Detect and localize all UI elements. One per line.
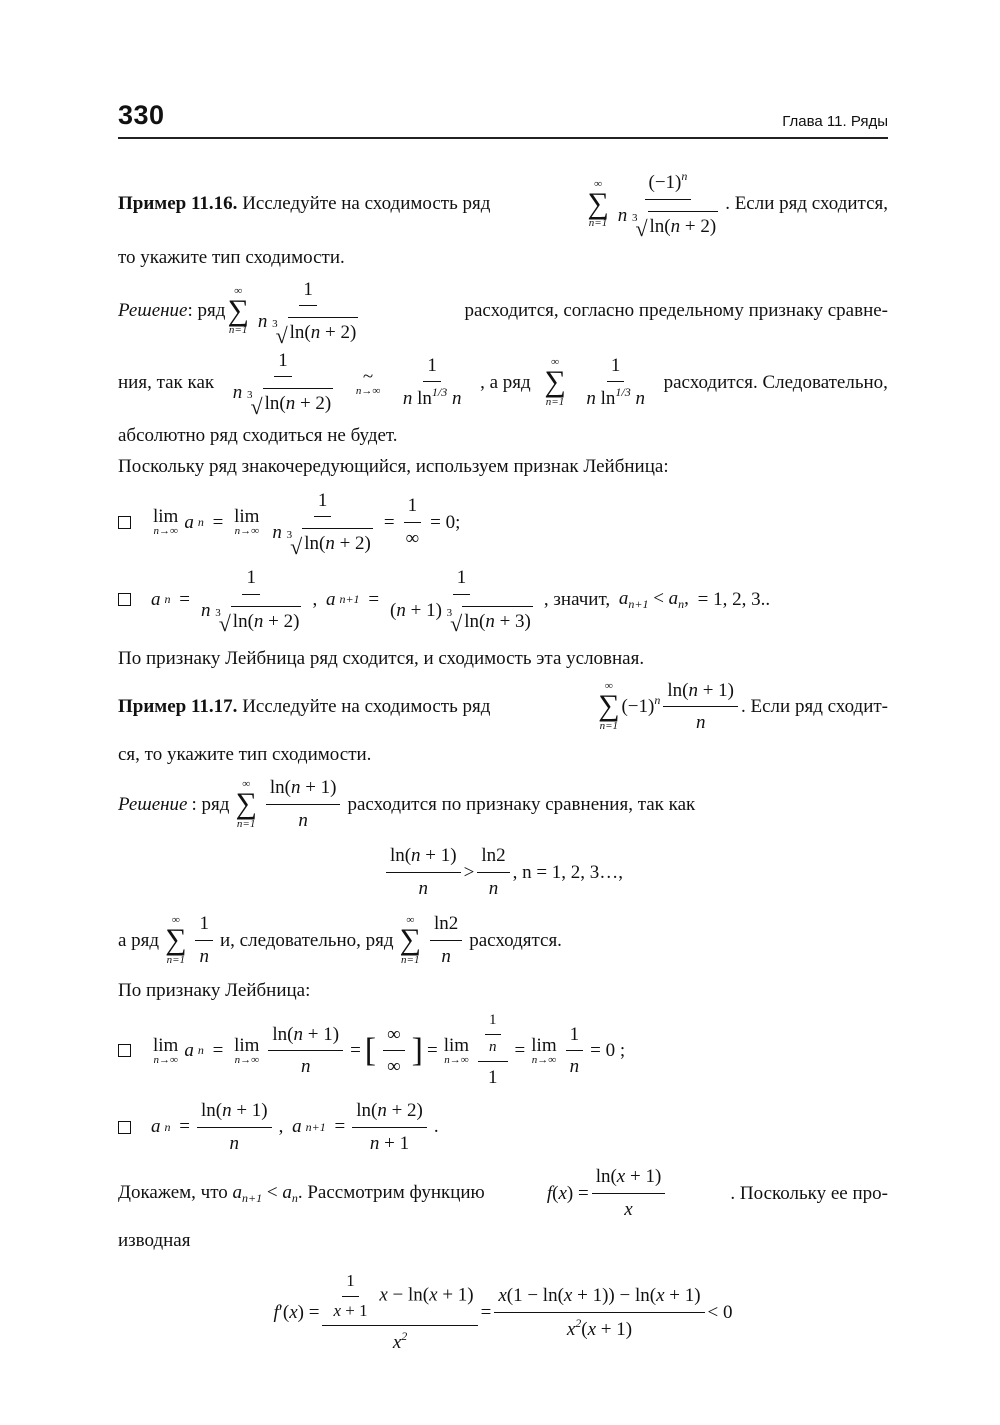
checkbox-bullet-icon: [118, 1121, 131, 1134]
solution-label: Решение: [118, 300, 188, 322]
example-16-label: Пример 11.16.: [118, 193, 238, 215]
and-mid: и, следовательно, ряд: [219, 929, 394, 951]
example-17-label: Пример 11.17.: [118, 695, 238, 717]
prove-mid: . Рассмотрим функцию: [297, 1182, 485, 1204]
sol-ryad: : ряд: [187, 300, 226, 322]
sol-line2-mid: , а ряд: [480, 371, 531, 393]
leibniz-item-limit-17: lim n→∞ a n = lim n→∞ $\frac{\ln(n + 1)}{n}$ = [ $\frac{\infty}{\infty}$ ] = lim n→∞ $\frac{\frac{1}{n}}{1}$ = lim n→∞ $\frac{1}{n}$ = 0 ;: [118, 1010, 888, 1091]
example-16-conclusion: По признаку Лейбница ряд сходится, и сходимость эта условная.: [118, 648, 645, 670]
page-content: [118, 168, 888, 1365]
comparison-inequality: $\frac{\ln(n + 1)}{n}$ > $\frac{\ln 2}{n}$ , n = 1, 2, 3…,: [118, 842, 888, 902]
solution-label: Решение: [118, 793, 188, 815]
prove-line: Докажем, что $a_{n+1} < a_n$. Рассмотрим функцию f ( x ) = $\frac{\ln(x + 1)}{x}$ . Поскольку ее про-: [118, 1163, 888, 1223]
sol-ryad: : ряд: [191, 793, 230, 815]
checkbox-bullet-icon: [118, 593, 131, 606]
ineq-tail: , n = 1, 2, 3…,: [512, 861, 624, 883]
example-16-task-end: . Если ряд сходится,: [725, 193, 888, 215]
sol-line2-end: расходится. Следовательно,: [663, 371, 888, 393]
sol-diverges: расходится по признаку сравнения, так как: [347, 793, 696, 815]
seq-tail: = 1, 2, 3..: [697, 588, 771, 610]
sol-line3: абсолютно ряд сходиться не будет.: [118, 424, 398, 446]
formula: ∞ ∑ n=1 $(-1)^n$ n 3 √ ln(n + 2) . Если ряд сходится,: [587, 169, 888, 242]
sol-line4: Поскольку ряд знакочередующийся, используем признак Лейбница:: [118, 456, 669, 478]
example-16-task: [118, 168, 888, 240]
example-17-task: [118, 677, 888, 737]
header-rule: [118, 137, 888, 139]
leibniz-heading: По признаку Лейбница:: [118, 979, 311, 1001]
page-number: 330: [118, 100, 165, 130]
checkbox-bullet-icon: [118, 1044, 131, 1057]
example-17-task-start: Исследуйте на сходимость ряд: [242, 695, 491, 717]
and-series: а ряд: [118, 929, 160, 951]
and-series-line: а ряд ∞ ∑ n=1 $\frac{1}{n}$ и, следовательно, ряд ∞ ∑ n=1 $\frac{\ln 2}{n}$ расходятся.: [118, 910, 888, 970]
example-17-task-cont: ся, то укажите тип сходимости.: [118, 743, 372, 765]
formula: ∞ ∑ n=1 $(-1)^n$ $\frac{\ln(n + 1)}{n}$ . Если ряд сходит-: [596, 677, 888, 737]
leibniz-item-sequence-17: a n = $\frac{\ln(n + 1)}{n}$ , a n+1 = $\frac{\ln(n + 2)}{n + 1}$ .: [118, 1097, 888, 1157]
example-17-task-end: . Если ряд сходит-: [741, 695, 888, 717]
seq-text: , значит,: [543, 588, 611, 610]
example-16-task-cont: то укажите тип сходимости.: [118, 247, 345, 269]
leibniz-item-sequence: a n = 1 n 3 √ ln(n + 2) , a n+1 = 1 (n + 1) 3 √ ln(n + 3) , значит, $a_{n+1} < a_n$, = 1, 2, 3..: [118, 564, 888, 635]
and-end: расходятся.: [469, 929, 562, 951]
derivative-formula: f ′( x ) = $\frac{1}{x + 1}$ x − ln(x + 1) $x^2$ = $\frac{x(1 - \ln(x + 1)) - \ln(x + 1)}{x^2(x + 1)}$ < 0: [273, 1270, 733, 1354]
derivative-word: изводная: [118, 1230, 191, 1252]
example-17-solution-line1: Решение : ряд ∞ ∑ n=1 $\frac{\ln(n + 1)}{n}$ расходится по признаку сравнения, так как: [118, 774, 888, 834]
checkbox-bullet-icon: [118, 516, 131, 529]
example-16-solution-line2: ния, так как 1 n 3 √ ln(n + 2) ~ n→∞ $\frac{1}{n \ln^{1/3} n}$ , а ряд ∞ ∑ n=1 $\frac{1}{n \ln^{1/3} n}$ расходится. Следовательно,: [118, 347, 888, 418]
prove-start: Докажем, что: [118, 1182, 228, 1204]
example-16-solution-line1: Решение : ряд ∞ ∑ n=1 1 n 3 √ ln(n + 2) расходится, согласно предельному признаку сравне-: [118, 276, 888, 347]
chapter-title: Глава 11. Ряды: [782, 113, 888, 130]
example-16-task-start: Исследуйте на сходимость ряд: [242, 193, 491, 215]
sol-line2-start: ния, так как: [118, 371, 215, 393]
prove-end: . Поскольку ее про-: [730, 1182, 888, 1204]
sol-diverges: расходится, согласно предельному признаку сравне-: [464, 300, 888, 322]
leibniz-item-limit: lim n→∞ a n = lim n→∞ 1 n 3 √ ln(n + 2) = $\frac{1}{\infty}$ = 0;: [118, 487, 888, 558]
